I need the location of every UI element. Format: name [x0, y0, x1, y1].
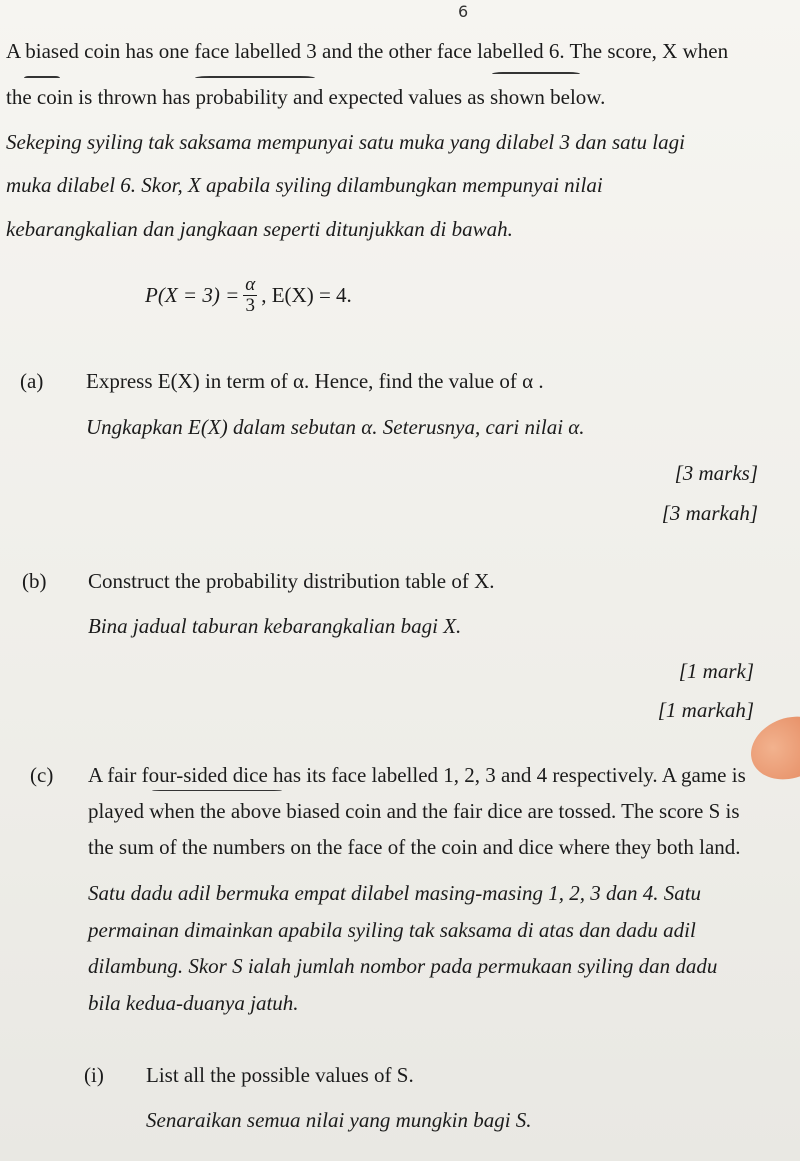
- part-a-marks-en: [3 marks]: [674, 461, 758, 485]
- intro-ms-line-3: kebarangkalian dan jangkaan seperti ditunjukkan di bawah.: [6, 217, 513, 241]
- part-c-i-question-en: List all the possible values of S.: [146, 1063, 414, 1087]
- fraction-numerator: α: [245, 273, 256, 295]
- part-c-en-line-3: the sum of the numbers on the face of the coin and dice where they both land.: [88, 835, 741, 859]
- part-c-ms-line-4: bila kedua-duanya jatuh.: [88, 991, 299, 1015]
- part-c-label: (c): [30, 763, 54, 787]
- underline-mark: [195, 76, 315, 78]
- intro-ms-line-1: Sekeping syiling tak saksama mempunyai satu muka yang dilabel 3 dan satu lagi: [6, 130, 685, 154]
- part-c-ms-line-2: permainan dimainkan apabila syiling tak saksama di atas dan dadu adil: [88, 918, 696, 942]
- part-b-question-ms: Bina jadual taburan kebarangkalian bagi X.: [88, 614, 462, 638]
- fraction-denominator: 3: [245, 294, 255, 316]
- intro-ms-line-2: muka dilabel 6. Skor, X apabila syiling dilambungkan mempunyai nilai: [6, 173, 603, 197]
- part-a-marks-ms: [3 markah]: [661, 501, 758, 525]
- part-c-en-line-2: played when the above biased coin and the fair dice are tossed. The score S is: [88, 799, 740, 823]
- part-c-i-question-ms: Senaraikan semua nilai yang mungkin bagi S.: [146, 1108, 532, 1132]
- part-c-i-label: (i): [84, 1063, 104, 1087]
- underline-mark: [492, 72, 580, 74]
- intro-en-line-2: the coin is thrown has probability and expected values as shown below.: [6, 85, 606, 109]
- part-a-label: (a): [20, 369, 44, 393]
- underline-mark: [152, 790, 282, 791]
- handwritten-six: 6: [458, 2, 469, 21]
- part-c-en-line-1: A fair four-sided dice has its face labelled 1, 2, 3 and 4 respectively. A game is: [88, 763, 746, 787]
- underline-mark: [24, 76, 60, 78]
- formula-lhs: P(X = 3) =: [145, 282, 240, 307]
- intro-en-line-1: A biased coin has one face labelled 3 and the other face labelled 6. The score, X when: [6, 39, 729, 63]
- part-a-question-ms: Ungkapkan E(X) dalam sebutan α. Seterusnya, cari nilai α.: [86, 415, 585, 439]
- part-c-ms-line-1: Satu dadu adil bermuka empat dilabel masing-masing 1, 2, 3 dan 4. Satu: [88, 881, 702, 905]
- part-b-marks-en: [1 mark]: [678, 659, 754, 683]
- formula: [145, 268, 352, 322]
- fraction: [243, 275, 257, 316]
- part-c-ms-line-3: dilambung. Skor S ialah jumlah nombor pada permukaan syiling dan dadu: [88, 954, 718, 978]
- part-b-question-en: Construct the probability distribution table of X.: [88, 569, 495, 593]
- formula-rhs: , E(X) = 4.: [261, 282, 352, 307]
- part-a-question-en: Express E(X) in term of α. Hence, find the value of α .: [86, 369, 544, 393]
- part-b-marks-ms: [1 markah]: [657, 698, 754, 722]
- part-b-label: (b): [22, 569, 47, 593]
